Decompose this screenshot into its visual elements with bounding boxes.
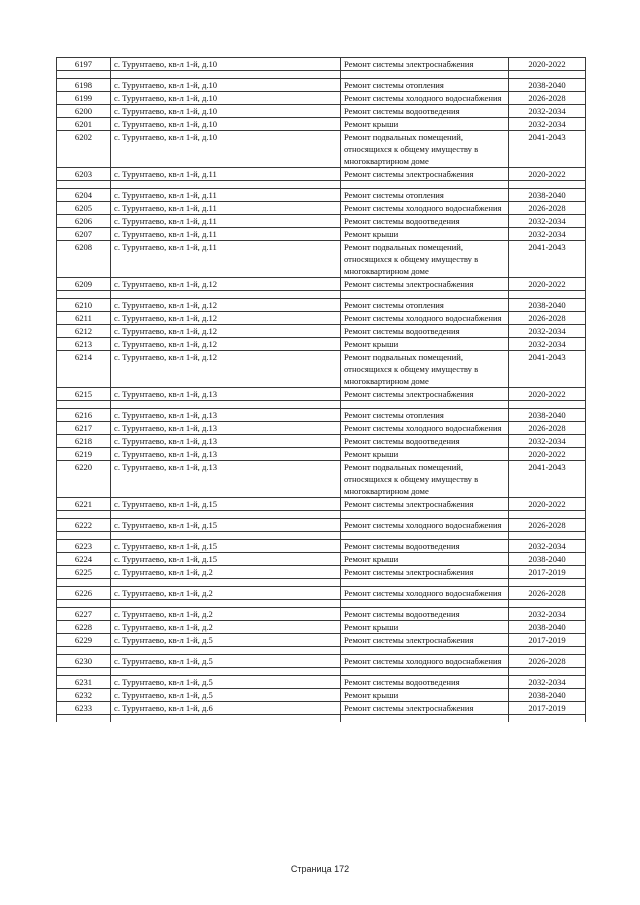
spacer-cell [57,511,111,519]
row-period: 2032-2034 [509,215,586,228]
spacer-cell [57,71,111,79]
row-number: 6215 [57,388,111,401]
spacer-cell [57,600,111,608]
row-work-type: Ремонт системы водоотведения [341,105,509,118]
row-address: с. Турунтаево, кв-л 1-й, д.5 [111,689,341,702]
row-work-type: Ремонт подвальных помещений, относящихся к общему имуществу в многоквартирном доме [341,461,509,498]
row-period: 2038-2040 [509,553,586,566]
row-address: с. Турунтаево, кв-л 1-й, д.12 [111,338,341,351]
spacer-cell [57,401,111,409]
spacer-cell [111,647,341,655]
table-row [57,498,586,511]
row-address: с. Турунтаево, кв-л 1-й, д.10 [111,131,341,168]
row-period: 2038-2040 [509,189,586,202]
row-address: с. Турунтаево, кв-л 1-й, д.12 [111,325,341,338]
table-row [57,621,586,634]
spacer-cell [341,71,509,79]
spacer-cell [57,532,111,540]
row-period: 2020-2022 [509,58,586,71]
row-number: 6199 [57,92,111,105]
row-number: 6231 [57,676,111,689]
table-row [57,215,586,228]
table-row [57,312,586,325]
row-spacer [57,532,586,540]
row-address: с. Турунтаево, кв-л 1-й, д.12 [111,312,341,325]
row-address: с. Турунтаево, кв-л 1-й, д.13 [111,435,341,448]
row-spacer [57,579,586,587]
row-address: с. Турунтаево, кв-л 1-й, д.2 [111,566,341,579]
table-row [57,131,586,168]
spacer-cell [57,647,111,655]
spacer-cell [111,715,341,723]
row-period: 2032-2034 [509,676,586,689]
spacer-cell [111,71,341,79]
row-spacer [57,668,586,676]
page-number: Страница 172 [290,864,350,874]
row-work-type: Ремонт системы водоотведения [341,608,509,621]
table-row [57,189,586,202]
table-row [57,540,586,553]
row-number: 6220 [57,461,111,498]
row-spacer [57,715,586,723]
row-address: с. Турунтаево, кв-л 1-й, д.10 [111,118,341,131]
row-number: 6211 [57,312,111,325]
row-work-type: Ремонт системы отопления [341,409,509,422]
row-address: с. Турунтаево, кв-л 1-й, д.12 [111,351,341,388]
row-work-type: Ремонт системы электроснабжения [341,278,509,291]
row-number: 6221 [57,498,111,511]
row-number: 6197 [57,58,111,71]
row-period: 2038-2040 [509,409,586,422]
row-number: 6222 [57,519,111,532]
row-period: 2032-2034 [509,105,586,118]
table-row [57,79,586,92]
row-address: с. Турунтаево, кв-л 1-й, д.13 [111,461,341,498]
spacer-cell [111,511,341,519]
table-row [57,655,586,668]
spacer-cell [509,715,586,723]
row-period: 2032-2034 [509,338,586,351]
row-address: с. Турунтаево, кв-л 1-й, д.5 [111,676,341,689]
row-number: 6225 [57,566,111,579]
row-spacer [57,600,586,608]
row-work-type: Ремонт крыши [341,448,509,461]
spacer-cell [111,532,341,540]
spacer-cell [509,71,586,79]
row-number: 6228 [57,621,111,634]
row-work-type: Ремонт системы холодного водоснабжения [341,312,509,325]
spacer-cell [111,401,341,409]
row-work-type: Ремонт крыши [341,621,509,634]
row-number: 6213 [57,338,111,351]
table-row [57,587,586,600]
spacer-cell [341,600,509,608]
row-spacer [57,181,586,189]
row-number: 6219 [57,448,111,461]
row-work-type: Ремонт системы водоотведения [341,540,509,553]
table-row [57,118,586,131]
row-work-type: Ремонт крыши [341,689,509,702]
row-number: 6209 [57,278,111,291]
table-row [57,553,586,566]
row-period: 2026-2028 [509,202,586,215]
row-number: 6210 [57,299,111,312]
row-number: 6205 [57,202,111,215]
row-work-type: Ремонт системы холодного водоснабжения [341,92,509,105]
table-row [57,435,586,448]
row-address: с. Турунтаево, кв-л 1-й, д.15 [111,540,341,553]
row-address: с. Турунтаево, кв-л 1-й, д.15 [111,519,341,532]
table-row [57,325,586,338]
row-period: 2020-2022 [509,388,586,401]
row-period: 2026-2028 [509,587,586,600]
table-row [57,689,586,702]
spacer-cell [341,401,509,409]
row-period: 2038-2040 [509,689,586,702]
spacer-cell [509,181,586,189]
row-period: 2032-2034 [509,435,586,448]
spacer-cell [57,668,111,676]
row-work-type: Ремонт системы холодного водоснабжения [341,422,509,435]
row-number: 6226 [57,587,111,600]
row-work-type: Ремонт крыши [341,118,509,131]
row-number: 6198 [57,79,111,92]
row-work-type: Ремонт подвальных помещений, относящихся к общему имуществу в многоквартирном доме [341,351,509,388]
row-work-type: Ремонт системы холодного водоснабжения [341,655,509,668]
spacer-cell [111,579,341,587]
row-work-type: Ремонт системы электроснабжения [341,388,509,401]
row-number: 6212 [57,325,111,338]
row-work-type: Ремонт подвальных помещений, относящихся к общему имуществу в многоквартирном доме [341,131,509,168]
spacer-cell [341,647,509,655]
row-period: 2032-2034 [509,325,586,338]
row-work-type: Ремонт системы холодного водоснабжения [341,519,509,532]
row-number: 6207 [57,228,111,241]
row-period: 2026-2028 [509,422,586,435]
row-period: 2041-2043 [509,241,586,278]
table-row [57,241,586,278]
table-row [57,299,586,312]
row-number: 6233 [57,702,111,715]
table-row [57,634,586,647]
spacer-cell [341,532,509,540]
row-period: 2026-2028 [509,655,586,668]
row-work-type: Ремонт крыши [341,553,509,566]
row-period: 2032-2034 [509,540,586,553]
spacer-cell [509,647,586,655]
row-period: 2017-2019 [509,634,586,647]
row-address: с. Турунтаево, кв-л 1-й, д.11 [111,241,341,278]
row-work-type: Ремонт крыши [341,228,509,241]
spacer-cell [341,291,509,299]
spacer-cell [341,715,509,723]
row-address: с. Турунтаево, кв-л 1-й, д.15 [111,553,341,566]
row-number: 6229 [57,634,111,647]
spacer-cell [57,715,111,723]
row-spacer [57,511,586,519]
table-row [57,702,586,715]
row-address: с. Турунтаево, кв-л 1-й, д.12 [111,278,341,291]
table-row [57,105,586,118]
row-number: 6217 [57,422,111,435]
row-period: 2038-2040 [509,299,586,312]
row-work-type: Ремонт системы электроснабжения [341,566,509,579]
row-period: 2017-2019 [509,702,586,715]
spacer-cell [509,401,586,409]
table-row [57,278,586,291]
row-spacer [57,71,586,79]
spacer-cell [509,579,586,587]
row-address: с. Турунтаево, кв-л 1-й, д.11 [111,202,341,215]
row-work-type: Ремонт крыши [341,338,509,351]
table-row [57,228,586,241]
spacer-cell [341,668,509,676]
row-work-type: Ремонт системы водоотведения [341,215,509,228]
spacer-cell [509,532,586,540]
row-work-type: Ремонт системы электроснабжения [341,634,509,647]
row-address: с. Турунтаево, кв-л 1-й, д.13 [111,409,341,422]
row-address: с. Турунтаево, кв-л 1-й, д.11 [111,168,341,181]
row-work-type: Ремонт системы отопления [341,189,509,202]
row-work-type: Ремонт системы водоотведения [341,325,509,338]
table-row [57,92,586,105]
row-work-type: Ремонт системы холодного водоснабжения [341,202,509,215]
row-address: с. Турунтаево, кв-л 1-й, д.15 [111,498,341,511]
row-address: с. Турунтаево, кв-л 1-й, д.5 [111,634,341,647]
row-work-type: Ремонт системы отопления [341,299,509,312]
table-row [57,58,586,71]
table-row [57,202,586,215]
row-address: с. Турунтаево, кв-л 1-й, д.2 [111,587,341,600]
row-address: с. Турунтаево, кв-л 1-й, д.11 [111,189,341,202]
row-number: 6214 [57,351,111,388]
row-number: 6227 [57,608,111,621]
spacer-cell [341,181,509,189]
works-table [56,57,586,722]
row-number: 6200 [57,105,111,118]
spacer-cell [341,511,509,519]
row-address: с. Турунтаево, кв-л 1-й, д.10 [111,105,341,118]
row-period: 2026-2028 [509,312,586,325]
row-address: с. Турунтаево, кв-л 1-й, д.12 [111,299,341,312]
row-number: 6203 [57,168,111,181]
row-work-type: Ремонт системы водоотведения [341,676,509,689]
row-period: 2041-2043 [509,461,586,498]
row-address: с. Турунтаево, кв-л 1-й, д.13 [111,388,341,401]
spacer-cell [111,291,341,299]
row-work-type: Ремонт системы электроснабжения [341,58,509,71]
table-row [57,461,586,498]
row-number: 6224 [57,553,111,566]
row-address: с. Турунтаево, кв-л 1-й, д.2 [111,608,341,621]
row-number: 6230 [57,655,111,668]
row-period: 2020-2022 [509,498,586,511]
row-address: с. Турунтаево, кв-л 1-й, д.13 [111,448,341,461]
table-row [57,351,586,388]
row-work-type: Ремонт системы холодного водоснабжения [341,587,509,600]
table-row [57,422,586,435]
row-period: 2032-2034 [509,118,586,131]
row-address: с. Турунтаево, кв-л 1-й, д.5 [111,655,341,668]
row-spacer [57,647,586,655]
spacer-cell [111,668,341,676]
row-work-type: Ремонт системы электроснабжения [341,168,509,181]
row-address: с. Турунтаево, кв-л 1-й, д.13 [111,422,341,435]
spacer-cell [509,291,586,299]
table-row [57,409,586,422]
table-body [57,58,586,723]
row-address: с. Турунтаево, кв-л 1-й, д.2 [111,621,341,634]
row-address: с. Турунтаево, кв-л 1-й, д.11 [111,228,341,241]
spacer-cell [57,291,111,299]
row-work-type: Ремонт системы водоотведения [341,435,509,448]
row-number: 6206 [57,215,111,228]
spacer-cell [509,668,586,676]
row-period: 2020-2022 [509,448,586,461]
row-period: 2032-2034 [509,608,586,621]
table-row [57,608,586,621]
table-row [57,676,586,689]
spacer-cell [509,511,586,519]
table-row [57,388,586,401]
row-address: с. Турунтаево, кв-л 1-й, д.6 [111,702,341,715]
row-period: 2026-2028 [509,92,586,105]
row-number: 6204 [57,189,111,202]
row-period: 2038-2040 [509,621,586,634]
row-period: 2041-2043 [509,351,586,388]
row-spacer [57,401,586,409]
row-work-type: Ремонт системы электроснабжения [341,498,509,511]
table-row [57,566,586,579]
row-spacer [57,291,586,299]
spacer-cell [509,600,586,608]
row-address: с. Турунтаево, кв-л 1-й, д.10 [111,92,341,105]
spacer-cell [111,181,341,189]
row-period: 2032-2034 [509,228,586,241]
row-address: с. Турунтаево, кв-л 1-й, д.10 [111,58,341,71]
row-number: 6216 [57,409,111,422]
spacer-cell [341,579,509,587]
row-number: 6201 [57,118,111,131]
table-row [57,448,586,461]
row-number: 6223 [57,540,111,553]
row-period: 2020-2022 [509,278,586,291]
row-period: 2038-2040 [509,79,586,92]
row-address: с. Турунтаево, кв-л 1-й, д.10 [111,79,341,92]
row-work-type: Ремонт системы отопления [341,79,509,92]
table-row [57,338,586,351]
row-work-type: Ремонт подвальных помещений, относящихся к общему имуществу в многоквартирном доме [341,241,509,278]
spacer-cell [57,579,111,587]
spacer-cell [111,600,341,608]
spacer-cell [57,181,111,189]
row-number: 6202 [57,131,111,168]
row-number: 6232 [57,689,111,702]
row-work-type: Ремонт системы электроснабжения [341,702,509,715]
row-period: 2041-2043 [509,131,586,168]
table-row [57,519,586,532]
row-period: 2017-2019 [509,566,586,579]
table-row [57,168,586,181]
row-address: с. Турунтаево, кв-л 1-й, д.11 [111,215,341,228]
row-period: 2026-2028 [509,519,586,532]
row-period: 2020-2022 [509,168,586,181]
row-number: 6218 [57,435,111,448]
row-number: 6208 [57,241,111,278]
